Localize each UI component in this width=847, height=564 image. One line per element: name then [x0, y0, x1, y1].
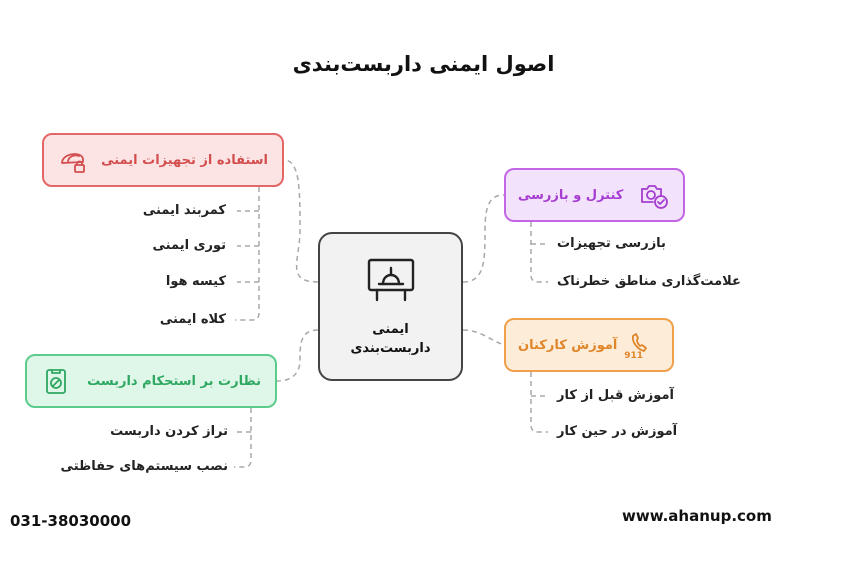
connector-green-trunk: [234, 408, 251, 467]
connector-center-orange: [463, 330, 504, 345]
connector-center-red: [284, 160, 318, 282]
leaf-safety-3: کیسه هوا: [165, 274, 226, 289]
leaf-safety-2: توری ایمنی: [152, 238, 226, 253]
leaf-control-2: علامت‌گذاری مناطق خطرناک: [557, 274, 741, 289]
branch-control-inspection-label: کنترل و بازرسی: [518, 187, 624, 203]
connector-orange-trunk: [531, 372, 548, 432]
branch-control-inspection[interactable]: [504, 168, 685, 222]
branch-scaffold-inspection[interactable]: [25, 354, 277, 408]
center-node[interactable]: [318, 232, 463, 381]
footer-website[interactable]: www.ahanup.com: [622, 507, 772, 525]
leaf-training-1: آموزش قبل از کار: [557, 388, 674, 403]
connector-red-trunk: [235, 187, 259, 320]
phone-911-icon: [624, 330, 658, 361]
branch-worker-training[interactable]: [504, 318, 674, 372]
connector-center-purple: [463, 195, 504, 282]
helmet-lock-icon: [58, 145, 88, 175]
leaf-safety-4: کلاه ایمنی: [159, 312, 226, 327]
center-label: ایمنی داربست‌بندی: [350, 322, 431, 356]
branch-worker-training-label: آموزش کارکنان: [518, 337, 618, 353]
leaf-scaffold-1: تراز کردن داربست: [110, 424, 228, 439]
connector-purple-trunk: [531, 222, 548, 282]
clipboard-check-icon: [41, 366, 71, 396]
page-title: اصول ایمنی داربست‌بندی: [292, 52, 555, 76]
camera-check-icon: [639, 180, 669, 210]
construction-sign-icon: [365, 254, 417, 306]
branch-safety-equipment[interactable]: [42, 133, 284, 187]
leaf-scaffold-2: نصب سیستم‌های حفاظتی: [60, 459, 228, 474]
leaf-training-2: آموزش در حین کار: [557, 424, 678, 439]
svg-text:911: 911: [624, 351, 643, 361]
branch-scaffold-inspection-label: نظارت بر استحکام داربست: [87, 373, 261, 389]
footer-phone: 031-38030000: [10, 512, 132, 530]
leaf-safety-1: کمربند ایمنی: [142, 203, 226, 218]
connector-center-green: [277, 330, 318, 381]
leaf-control-1: بازرسی تجهیزات: [557, 236, 666, 251]
branch-safety-equipment-label: استفاده از تجهیزات ایمنی: [101, 152, 268, 168]
